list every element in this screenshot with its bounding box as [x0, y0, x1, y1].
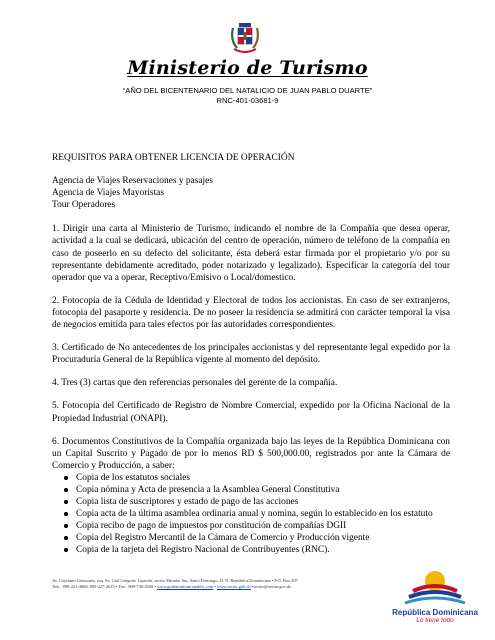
constitutive-documents-list — [52, 472, 450, 557]
footer-address: Av. Cayetano Germosén, esq. Av. Gral Gregorio Luperón, sector Mirador Sur, Santo Domingo, D. N. República Dominicana • P.O. Box 497 — [52, 578, 298, 583]
tourism-site-link[interactable]: www.godominicanrepublic.com — [156, 584, 214, 589]
document-item: Copia de la tarjeta del Registro Nacional de Contribuyentes (RNC). — [64, 544, 450, 556]
footer-contact-line: Tels.: 809-221-4660, 809-227-2615 • Fax : 809-740-4500 • www.godominicanrepublic.com • www.sectur.gob.do •sectur@sectur.gov.do — [52, 584, 292, 589]
document-heading: REQUISITOS PARA OBTENER LICENCIA DE OPERACIÓN — [52, 153, 295, 163]
document-item: Copia de los estatutos sociales — [64, 472, 450, 484]
document-item: Copia nómina y Acta de presencia a la Asamblea General Constitutiva — [64, 484, 450, 496]
document-item: Copia lista de suscriptores y estado de pago de las acciones — [64, 496, 450, 508]
document-item: Copia recibo de pago de impuestos por constitución de compañías DGII — [64, 520, 450, 532]
requirement-5: 5. Fotocopia del Certificado de Registro de Nombre Comercial, expedido por la Oficina Nacional de la Propiedad Industrial (ONAPI). — [52, 401, 450, 424]
document-item: Copia del Registro Mercantil de la Cámara de Comercio y Producción vigente — [64, 532, 450, 544]
footer-contact — [52, 578, 382, 590]
category-item: Agencia de Viajes Reservaciones y pasajes — [52, 176, 213, 187]
rnc-number: RNC-401-03681-9 — [216, 96, 279, 105]
letter-body — [52, 152, 450, 557]
requirement-3: 3. Certificado de No antecedentes de los principales accionistas y del representante legal expedido por la Procuraduría General de la República vigente al momento del depósito. — [52, 343, 450, 366]
sectur-site-link[interactable]: www.sectur.gob.do — [217, 584, 251, 589]
year-motto: “AÑO DEL BICENTENARIO DEL NATALICIO DE JUAN PABLO DUARTE” — [122, 86, 373, 95]
category-item: Agencia de Viajes Mayoristas — [52, 188, 164, 199]
brand-name: República Dominicana — [392, 608, 478, 617]
document-item: Copia acta de la última asamblea ordinaria anual y nomina, según lo establecido en los estatuto — [64, 508, 450, 520]
coat-of-arms-icon — [228, 22, 262, 56]
agency-categories — [52, 175, 450, 211]
category-item: Tour Operadores — [52, 200, 116, 211]
requirement-2: 2. Fotocopia de la Cédula de Identidad y Electoral de todos los accionistas. En caso de ser extranjeros, fotocopia del pasaporte y residencia. De no poseer la residencia se admitirá con carácter temporal la visa de negocios emitida para tales efectos por las autoridades correspondientes. — [52, 295, 450, 331]
requirement-6: 6. Documentos Constitutivos de la Compañía organizada bajo las leyes de la República Dominicana con un Capital Suscrito y Pagado de por lo menos RD $ 500,000.00, registrados por ante la Cámara de Comercio y Producción, a saber: — [52, 436, 450, 471]
footer-phones: Tels.: 809-221-4660, 809-227-2615 • Fax : 809-740-4500 • — [52, 584, 156, 589]
brand-tagline: Lo tiene todo — [416, 617, 454, 624]
footer-email: •sectur@sectur.gov.do — [251, 584, 292, 589]
requirement-4: 4. Tres (3) cartas que den referencias personales del gerente de la compañía. — [52, 378, 338, 389]
requirement-1: 1. Dirigir una carta al Ministerio de Turismo, indicando el nombre de la Compañía que desea operar, actividad a la cual se dedicará, ubicación del centro de operación, número de teléfono de la compañía en caso de poseerlo en su defecto del solicitante, ésta deberá estar firmada por el propietario y/o por su representante debidamente acreditado, poder notarizado y legalizado). Especificar la categoría del tour operador que va a operar, Receptivo/Emisivo o Local/domestico. — [52, 224, 450, 283]
ministry-title: Ministerio de Turismo — [127, 57, 368, 79]
